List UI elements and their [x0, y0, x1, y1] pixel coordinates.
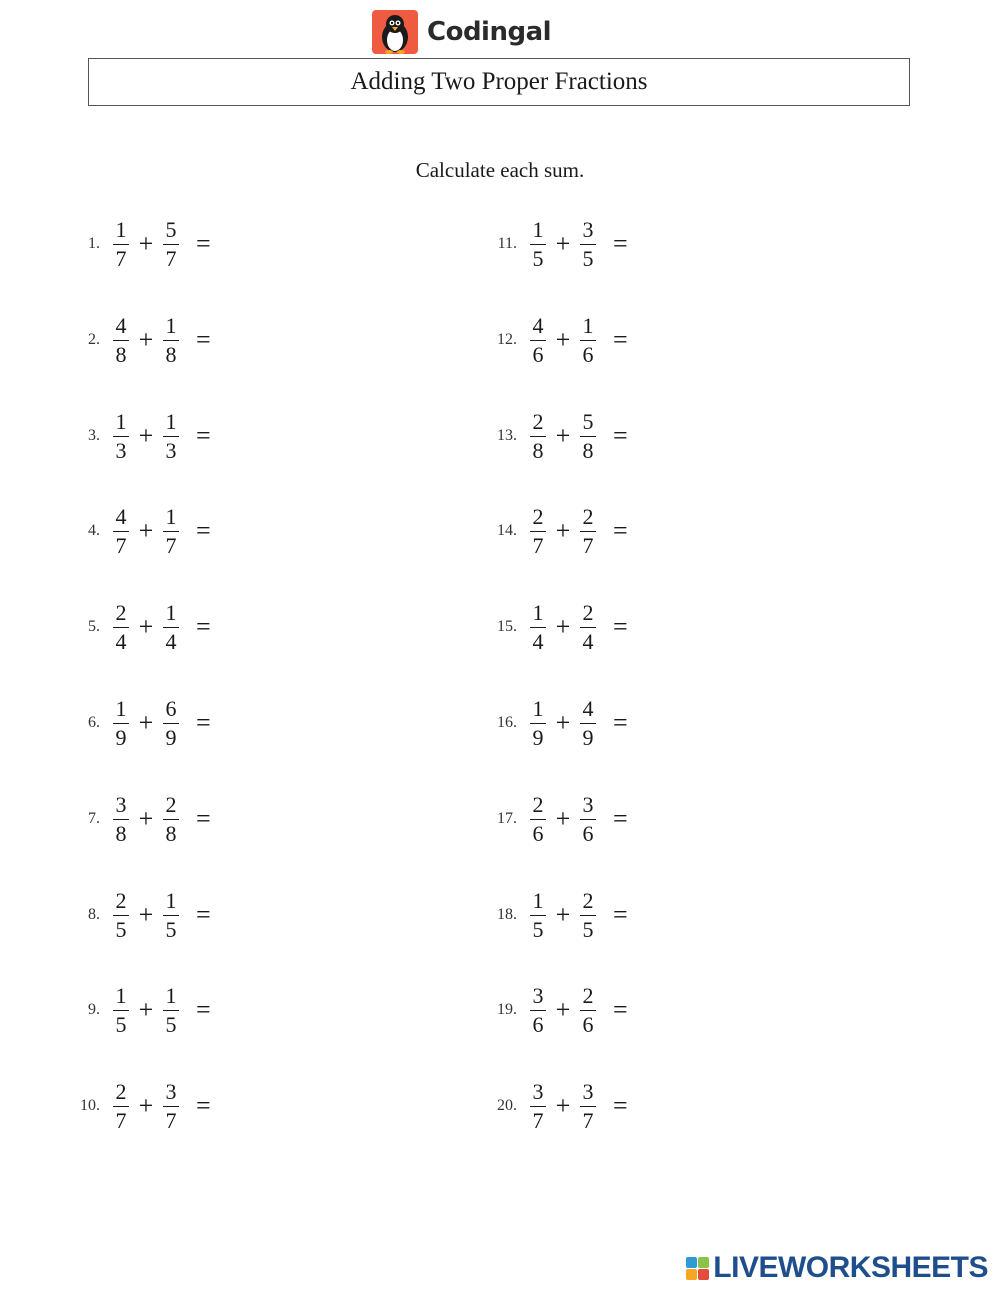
problem-number: 9. [88, 1001, 100, 1018]
fraction [160, 1080, 182, 1133]
fraction-bar [580, 436, 596, 437]
fraction [110, 889, 132, 942]
equals-sign: = [196, 612, 211, 641]
numerator: 2 [582, 982, 594, 1008]
fraction-bar [530, 627, 546, 628]
fraction-bar [113, 819, 129, 820]
fraction [160, 601, 182, 654]
plus-sign: + [555, 1091, 571, 1120]
fraction [577, 697, 599, 750]
plus-sign: + [555, 900, 571, 929]
equals-sign: = [196, 516, 211, 545]
equals-sign: = [613, 229, 628, 258]
logo-tile [686, 1257, 697, 1268]
fraction [527, 314, 549, 367]
denominator: 7 [165, 1107, 177, 1133]
problem-5 [62, 597, 211, 657]
denominator: 5 [532, 245, 544, 271]
problem-12 [479, 310, 628, 370]
fraction-bar [113, 1106, 129, 1107]
fraction [527, 218, 549, 271]
penguin-icon [372, 10, 418, 54]
numerator: 4 [582, 695, 594, 721]
brand-name: Codingal [427, 17, 552, 47]
equals-sign: = [613, 612, 628, 641]
denominator: 6 [582, 341, 594, 367]
problem-number: 8. [88, 906, 100, 923]
denominator: 7 [115, 245, 127, 271]
problem-number: 7. [88, 810, 100, 827]
plus-sign: + [138, 1091, 154, 1120]
problem-number: 6. [88, 714, 100, 731]
problem-4 [62, 501, 211, 561]
equals-sign: = [196, 708, 211, 737]
fraction [110, 601, 132, 654]
fraction-bar [580, 340, 596, 341]
fraction [577, 793, 599, 846]
fraction [160, 218, 182, 271]
denominator: 9 [165, 724, 177, 750]
logo-tile [686, 1269, 697, 1280]
fraction-bar [113, 436, 129, 437]
problem-number: 19. [497, 1001, 517, 1018]
numerator: 1 [115, 216, 127, 242]
denominator: 7 [582, 1107, 594, 1133]
fraction [577, 1080, 599, 1133]
problem-15 [479, 597, 628, 657]
fraction [577, 889, 599, 942]
plus-sign: + [555, 516, 571, 545]
problem-number: 11. [497, 235, 517, 252]
numerator: 1 [165, 503, 177, 529]
problem-number: 2. [88, 331, 100, 348]
equals-sign: = [196, 804, 211, 833]
denominator: 4 [165, 628, 177, 654]
plus-sign: + [138, 708, 154, 737]
problem-1 [62, 214, 211, 274]
denominator: 6 [532, 1011, 544, 1037]
problem-number: 18. [497, 906, 517, 923]
numerator: 1 [115, 408, 127, 434]
fraction [160, 793, 182, 846]
liveworksheets-text: LIVEWORKSHEETS [713, 1251, 988, 1284]
denominator: 5 [165, 916, 177, 942]
numerator: 3 [165, 1078, 177, 1104]
fraction-bar [113, 627, 129, 628]
denominator: 7 [532, 1107, 544, 1133]
problem-14 [479, 501, 628, 561]
denominator: 8 [532, 437, 544, 463]
brand-header [372, 10, 551, 54]
fraction-bar [530, 723, 546, 724]
denominator: 4 [532, 628, 544, 654]
equals-sign: = [613, 900, 628, 929]
problem-18 [479, 885, 628, 945]
denominator: 9 [582, 724, 594, 750]
problem-16 [479, 693, 628, 753]
numerator: 3 [115, 791, 127, 817]
numerator: 1 [165, 408, 177, 434]
numerator: 4 [115, 312, 127, 338]
fraction-bar [113, 244, 129, 245]
equals-sign: = [196, 229, 211, 258]
numerator: 1 [115, 695, 127, 721]
numerator: 2 [532, 791, 544, 817]
fraction [527, 697, 549, 750]
numerator: 1 [115, 982, 127, 1008]
denominator: 8 [165, 820, 177, 846]
numerator: 1 [165, 982, 177, 1008]
fraction-bar [530, 819, 546, 820]
denominator: 5 [165, 1011, 177, 1037]
denominator: 5 [582, 245, 594, 271]
problem-number: 17. [497, 810, 517, 827]
fraction-bar [580, 819, 596, 820]
fraction-bar [580, 1010, 596, 1011]
equals-sign: = [613, 708, 628, 737]
problem-number: 5. [88, 618, 100, 635]
fraction-bar [580, 915, 596, 916]
problem-7 [62, 789, 211, 849]
denominator: 6 [582, 820, 594, 846]
numerator: 3 [532, 982, 544, 1008]
problem-20 [479, 1076, 628, 1136]
fraction-bar [163, 531, 179, 532]
fraction [577, 505, 599, 558]
fraction [110, 505, 132, 558]
fraction-bar [530, 1010, 546, 1011]
equals-sign: = [613, 325, 628, 354]
plus-sign: + [555, 995, 571, 1024]
denominator: 4 [582, 628, 594, 654]
problem-9 [62, 980, 211, 1040]
fraction-bar [580, 531, 596, 532]
equals-sign: = [196, 325, 211, 354]
problem-number: 12. [497, 331, 517, 348]
numerator: 2 [115, 1078, 127, 1104]
problem-10 [62, 1076, 211, 1136]
fraction-bar [163, 1010, 179, 1011]
problem-number: 4. [88, 522, 100, 539]
fraction-bar [163, 1106, 179, 1107]
plus-sign: + [555, 612, 571, 641]
denominator: 6 [532, 820, 544, 846]
fraction [160, 505, 182, 558]
equals-sign: = [613, 804, 628, 833]
numerator: 5 [165, 216, 177, 242]
problem-3 [62, 406, 211, 466]
numerator: 4 [532, 312, 544, 338]
fraction-bar [163, 244, 179, 245]
fraction-bar [580, 627, 596, 628]
denominator: 7 [582, 532, 594, 558]
fraction [160, 984, 182, 1037]
fraction-bar [163, 340, 179, 341]
fraction [527, 601, 549, 654]
equals-sign: = [196, 995, 211, 1024]
numerator: 1 [532, 216, 544, 242]
fraction-bar [580, 244, 596, 245]
denominator: 3 [115, 437, 127, 463]
numerator: 1 [165, 887, 177, 913]
fraction-bar [113, 915, 129, 916]
numerator: 2 [532, 408, 544, 434]
problem-number: 16. [497, 714, 517, 731]
fraction [527, 984, 549, 1037]
fraction-bar [113, 723, 129, 724]
fraction [110, 984, 132, 1037]
plus-sign: + [555, 708, 571, 737]
plus-sign: + [555, 804, 571, 833]
plus-sign: + [138, 229, 154, 258]
plus-sign: + [555, 325, 571, 354]
liveworksheets-logo-icon [686, 1257, 709, 1280]
numerator: 1 [165, 599, 177, 625]
denominator: 5 [115, 916, 127, 942]
numerator: 2 [532, 503, 544, 529]
worksheet-title-text: Adding Two Proper Fractions [350, 68, 648, 95]
problem-number: 3. [88, 427, 100, 444]
numerator: 3 [582, 216, 594, 242]
fraction [160, 889, 182, 942]
fraction-bar [163, 915, 179, 916]
fraction-bar [530, 340, 546, 341]
fraction [527, 793, 549, 846]
plus-sign: + [555, 421, 571, 450]
fraction [577, 601, 599, 654]
equals-sign: = [196, 421, 211, 450]
fraction-bar [530, 436, 546, 437]
denominator: 3 [165, 437, 177, 463]
denominator: 8 [582, 437, 594, 463]
numerator: 1 [165, 312, 177, 338]
numerator: 2 [115, 599, 127, 625]
denominator: 7 [165, 532, 177, 558]
problem-number: 20. [497, 1097, 517, 1114]
numerator: 4 [115, 503, 127, 529]
fraction [160, 314, 182, 367]
denominator: 5 [532, 916, 544, 942]
fraction [160, 697, 182, 750]
denominator: 9 [532, 724, 544, 750]
liveworksheets-badge[interactable] [686, 1252, 988, 1284]
denominator: 5 [115, 1011, 127, 1037]
problem-number: 1. [88, 235, 100, 252]
fraction [527, 410, 549, 463]
fraction-bar [163, 723, 179, 724]
problem-6 [62, 693, 211, 753]
numerator: 3 [582, 791, 594, 817]
numerator: 6 [165, 695, 177, 721]
numerator: 1 [532, 599, 544, 625]
equals-sign: = [196, 1091, 211, 1120]
fraction [110, 218, 132, 271]
problem-17 [479, 789, 628, 849]
fraction-bar [530, 915, 546, 916]
denominator: 6 [582, 1011, 594, 1037]
fraction [110, 1080, 132, 1133]
fraction-bar [113, 340, 129, 341]
denominator: 4 [115, 628, 127, 654]
plus-sign: + [138, 516, 154, 545]
problem-number: 13. [497, 427, 517, 444]
numerator: 3 [532, 1078, 544, 1104]
fraction [527, 1080, 549, 1133]
equals-sign: = [196, 900, 211, 929]
fraction-bar [530, 1106, 546, 1107]
plus-sign: + [138, 804, 154, 833]
fraction [110, 793, 132, 846]
problem-11 [479, 214, 628, 274]
denominator: 7 [532, 532, 544, 558]
fraction-bar [113, 1010, 129, 1011]
fraction [577, 218, 599, 271]
plus-sign: + [138, 325, 154, 354]
fraction [577, 410, 599, 463]
denominator: 9 [115, 724, 127, 750]
fraction [110, 410, 132, 463]
numerator: 2 [582, 887, 594, 913]
equals-sign: = [613, 421, 628, 450]
problem-2 [62, 310, 211, 370]
denominator: 7 [115, 1107, 127, 1133]
denominator: 8 [115, 341, 127, 367]
numerator: 2 [582, 503, 594, 529]
numerator: 1 [582, 312, 594, 338]
instructions: Calculate each sum. [415, 158, 585, 182]
problem-13 [479, 406, 628, 466]
logo-tile [698, 1269, 709, 1280]
fraction [160, 410, 182, 463]
numerator: 1 [532, 887, 544, 913]
plus-sign: + [555, 229, 571, 258]
plus-sign: + [138, 612, 154, 641]
fraction [577, 984, 599, 1037]
plus-sign: + [138, 900, 154, 929]
fraction-bar [580, 1106, 596, 1107]
numerator: 3 [582, 1078, 594, 1104]
numerator: 1 [532, 695, 544, 721]
fraction-bar [113, 531, 129, 532]
plus-sign: + [138, 421, 154, 450]
problem-19 [479, 980, 628, 1040]
equals-sign: = [613, 516, 628, 545]
problem-number: 14. [497, 522, 517, 539]
worksheet-title [88, 58, 910, 106]
fraction-bar [163, 819, 179, 820]
numerator: 2 [165, 791, 177, 817]
problem-number: 15. [497, 618, 517, 635]
problem-number: 10. [80, 1097, 100, 1114]
denominator: 5 [582, 916, 594, 942]
fraction-bar [530, 531, 546, 532]
denominator: 7 [115, 532, 127, 558]
fraction [527, 889, 549, 942]
numerator: 2 [582, 599, 594, 625]
fraction [527, 505, 549, 558]
fraction-bar [580, 723, 596, 724]
denominator: 6 [532, 341, 544, 367]
logo-tile [698, 1257, 709, 1268]
fraction [110, 697, 132, 750]
denominator: 8 [165, 341, 177, 367]
fraction [110, 314, 132, 367]
fraction [577, 314, 599, 367]
numerator: 2 [115, 887, 127, 913]
plus-sign: + [138, 995, 154, 1024]
fraction-bar [163, 436, 179, 437]
denominator: 7 [165, 245, 177, 271]
fraction-bar [530, 244, 546, 245]
equals-sign: = [613, 1091, 628, 1120]
problem-8 [62, 885, 211, 945]
equals-sign: = [613, 995, 628, 1024]
denominator: 8 [115, 820, 127, 846]
numerator: 5 [582, 408, 594, 434]
fraction-bar [163, 627, 179, 628]
